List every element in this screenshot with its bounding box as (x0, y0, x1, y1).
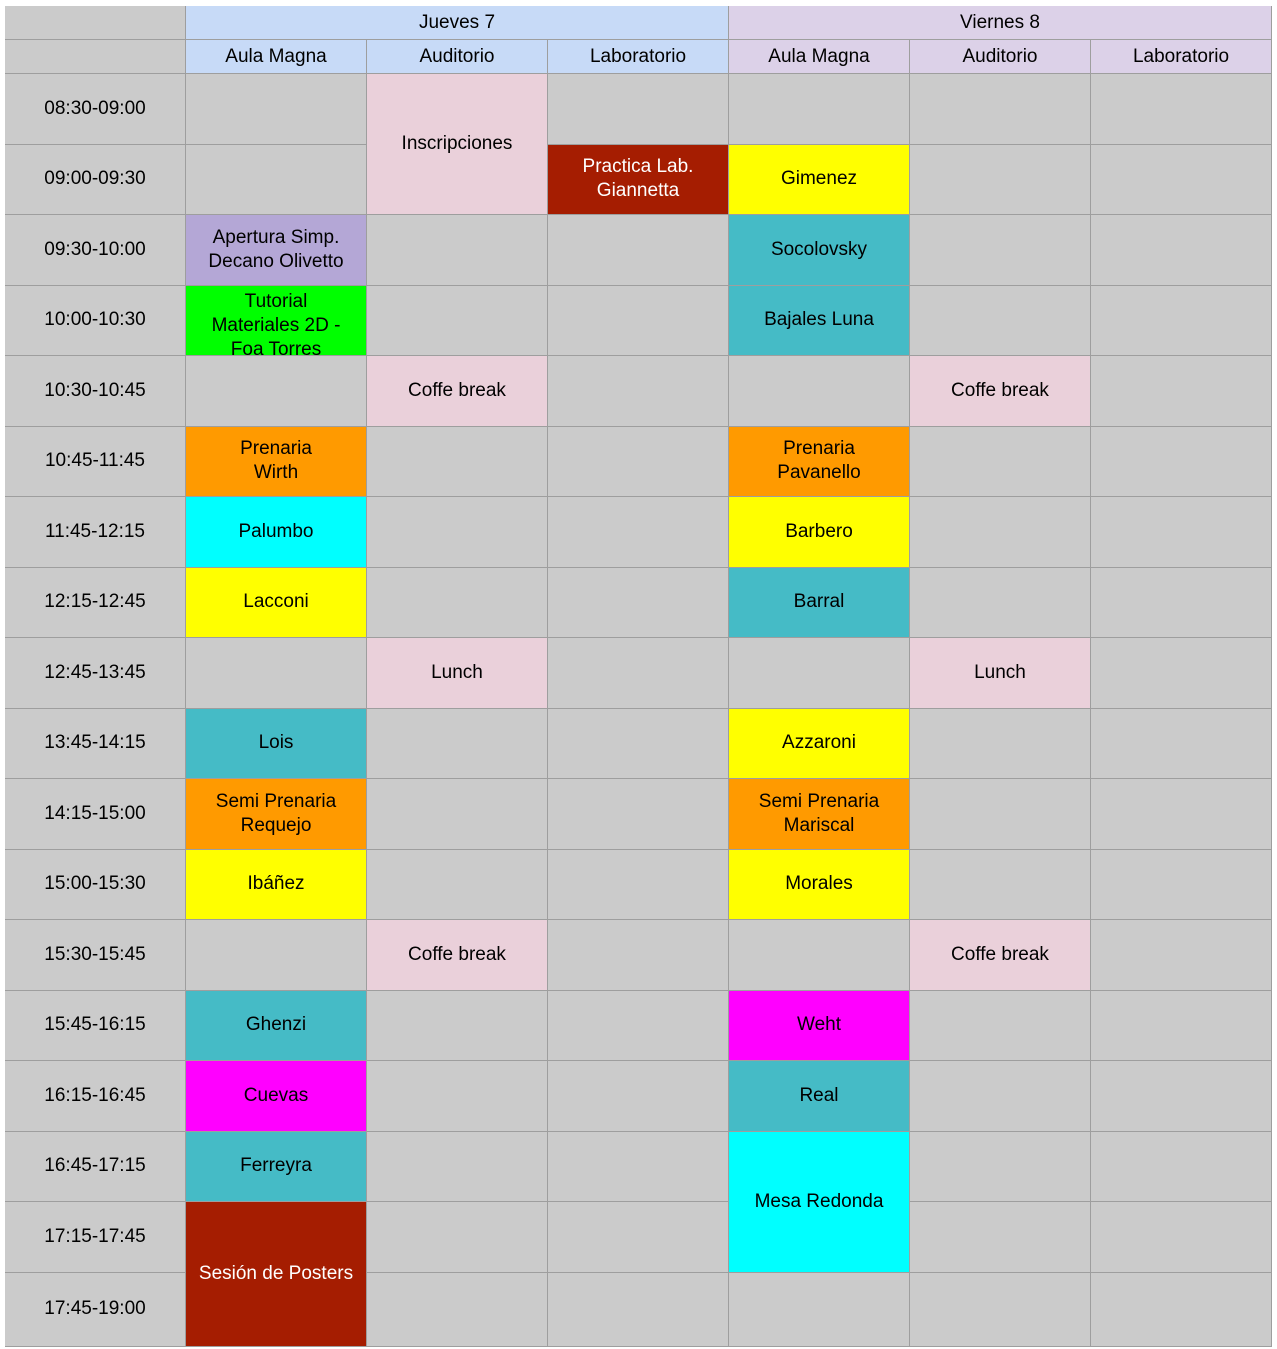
empty-slot (1091, 427, 1272, 498)
empty-slot (548, 850, 729, 921)
event-label: Materiales 2D - (211, 314, 341, 336)
empty-slot (1091, 1061, 1272, 1132)
event-label: Coffe break (951, 943, 1049, 965)
empty-slot (548, 497, 729, 568)
empty-slot (1091, 991, 1272, 1062)
event-label: Barbero (785, 520, 853, 542)
time-label: 09:30-10:00 (5, 215, 186, 286)
empty-slot (1091, 497, 1272, 568)
event-cell (910, 638, 1091, 709)
time-label: 15:00-15:30 (5, 850, 186, 921)
empty-slot (729, 920, 910, 991)
event-label: Barral (793, 591, 845, 613)
empty-slot (367, 1132, 548, 1203)
event-label: Ferreyra (240, 1155, 312, 1177)
event-label: Palumbo (238, 520, 314, 542)
event-label: Lacconi (243, 591, 309, 613)
time-label: 17:15-17:45 (5, 1202, 186, 1273)
event-label: Practica Lab. (582, 156, 694, 178)
event-label: Sesión de Posters (198, 1263, 354, 1284)
event-cell (729, 1132, 910, 1273)
event-label: Lunch (431, 661, 483, 683)
event-label: Coffe break (408, 379, 506, 401)
event-label: Morales (785, 873, 853, 895)
event-label: Mesa Redonda (754, 1190, 884, 1212)
empty-slot (1091, 356, 1272, 427)
corner-cell (5, 40, 186, 74)
time-label: 10:30-10:45 (5, 356, 186, 427)
event-label: Lunch (974, 661, 1026, 683)
empty-slot (548, 1132, 729, 1203)
time-label: 14:15-15:00 (5, 779, 186, 850)
event-label: Prenaria (783, 438, 855, 460)
empty-slot (910, 497, 1091, 568)
event-cell (729, 1061, 910, 1132)
event-cell (186, 1061, 367, 1132)
empty-slot (367, 1202, 548, 1273)
empty-slot (548, 779, 729, 850)
empty-slot (548, 709, 729, 780)
empty-slot (367, 991, 548, 1062)
empty-slot (729, 1273, 910, 1348)
empty-slot (548, 920, 729, 991)
empty-slot (367, 215, 548, 286)
time-label: 17:45-19:00 (5, 1273, 186, 1348)
empty-slot (186, 638, 367, 709)
empty-slot (1091, 568, 1272, 639)
empty-slot (548, 1061, 729, 1132)
empty-slot (1091, 1202, 1272, 1273)
empty-slot (186, 920, 367, 991)
event-cell (729, 286, 910, 357)
empty-slot (548, 568, 729, 639)
time-label: 08:30-09:00 (5, 74, 186, 145)
empty-slot (548, 1273, 729, 1348)
empty-slot (910, 145, 1091, 216)
empty-slot (548, 1202, 729, 1273)
empty-slot (910, 1061, 1091, 1132)
event-cell (186, 709, 367, 780)
room-header: Auditorio (367, 40, 548, 74)
event-cell (729, 145, 910, 216)
empty-slot (186, 356, 367, 427)
event-label: Real (799, 1084, 839, 1106)
event-label: Inscripciones (401, 133, 513, 154)
empty-slot (910, 215, 1091, 286)
event-cell (729, 850, 910, 921)
event-cell (186, 497, 367, 568)
empty-slot (367, 1061, 548, 1132)
event-cell (367, 356, 548, 427)
time-label: 16:15-16:45 (5, 1061, 186, 1132)
empty-slot (910, 74, 1091, 145)
empty-slot (910, 709, 1091, 780)
event-label: Lois (258, 732, 294, 754)
empty-slot (1091, 215, 1272, 286)
time-label: 10:00-10:30 (5, 286, 186, 357)
event-label: Mariscal (783, 814, 855, 836)
event-label: Apertura Simp. (212, 226, 340, 248)
event-label: Coffe break (951, 379, 1049, 401)
empty-slot (367, 709, 548, 780)
time-label: 12:45-13:45 (5, 638, 186, 709)
event-cell (729, 709, 910, 780)
event-cell (186, 215, 367, 286)
event-cell (186, 286, 367, 357)
empty-slot (910, 779, 1091, 850)
event-cell (186, 991, 367, 1062)
day-header: Jueves 7 (186, 6, 729, 40)
event-cell (729, 568, 910, 639)
event-cell (186, 427, 367, 498)
empty-slot (729, 638, 910, 709)
empty-slot (548, 286, 729, 357)
event-label: Coffe break (408, 943, 506, 965)
event-cell (548, 145, 729, 216)
empty-slot (1091, 920, 1272, 991)
empty-slot (548, 991, 729, 1062)
time-label: 09:00-09:30 (5, 145, 186, 216)
empty-slot (910, 1273, 1091, 1348)
room-header: Aula Magna (186, 40, 367, 74)
corner-cell (5, 6, 186, 40)
event-cell (186, 1132, 367, 1203)
event-label: Pavanello (777, 462, 861, 484)
event-label: Wirth (253, 462, 299, 484)
empty-slot (367, 850, 548, 921)
event-label: Cuevas (243, 1084, 309, 1106)
event-label: Azzaroni (782, 732, 856, 754)
event-label: Giannetta (596, 180, 680, 202)
event-label: Ibáñez (247, 873, 305, 895)
empty-slot (1091, 709, 1272, 780)
time-label: 15:45-16:15 (5, 991, 186, 1062)
empty-slot (729, 356, 910, 427)
event-label: Semi Prenaria (758, 790, 880, 812)
empty-slot (910, 427, 1091, 498)
time-label: 13:45-14:15 (5, 709, 186, 780)
empty-slot (1091, 145, 1272, 216)
empty-slot (548, 74, 729, 145)
event-label: Foa Torres (230, 338, 322, 356)
empty-slot (1091, 779, 1272, 850)
empty-slot (367, 427, 548, 498)
empty-slot (1091, 1273, 1272, 1348)
room-header: Aula Magna (729, 40, 910, 74)
event-label: Requejo (240, 814, 312, 836)
empty-slot (186, 145, 367, 216)
empty-slot (1091, 638, 1272, 709)
event-label: Bajales Luna (764, 309, 874, 331)
event-label: Ghenzi (245, 1014, 307, 1036)
time-label: 15:30-15:45 (5, 920, 186, 991)
empty-slot (910, 1132, 1091, 1203)
empty-slot (910, 286, 1091, 357)
empty-slot (367, 497, 548, 568)
time-label: 10:45-11:45 (5, 427, 186, 498)
empty-slot (367, 1273, 548, 1348)
empty-slot (548, 356, 729, 427)
empty-slot (548, 638, 729, 709)
empty-slot (186, 74, 367, 145)
day-header: Viernes 8 (729, 6, 1272, 40)
empty-slot (729, 74, 910, 145)
room-header: Auditorio (910, 40, 1091, 74)
event-cell (729, 991, 910, 1062)
event-cell (910, 356, 1091, 427)
event-cell (910, 920, 1091, 991)
event-label: Semi Prenaria (215, 790, 337, 812)
event-label: Gimenez (780, 168, 858, 190)
event-label: Socolovsky (770, 238, 868, 260)
event-cell (729, 215, 910, 286)
time-label: 12:15-12:45 (5, 568, 186, 639)
event-label: Prenaria (240, 438, 312, 460)
event-cell (367, 920, 548, 991)
empty-slot (1091, 74, 1272, 145)
empty-slot (910, 568, 1091, 639)
event-cell (367, 638, 548, 709)
event-label: Tutorial (244, 290, 308, 312)
empty-slot (1091, 286, 1272, 357)
time-label: 16:45-17:15 (5, 1132, 186, 1203)
empty-slot (548, 215, 729, 286)
event-cell (729, 779, 910, 850)
empty-slot (910, 991, 1091, 1062)
empty-slot (367, 286, 548, 357)
event-cell (729, 427, 910, 498)
room-header: Laboratorio (548, 40, 729, 74)
time-label: 11:45-12:15 (5, 497, 186, 568)
event-label: Decano Olivetto (208, 250, 344, 272)
event-cell (186, 568, 367, 639)
event-cell (367, 74, 548, 215)
schedule-grid (5, 6, 1272, 1347)
empty-slot (548, 427, 729, 498)
event-cell (186, 779, 367, 850)
empty-slot (367, 568, 548, 639)
empty-slot (1091, 850, 1272, 921)
event-cell (186, 850, 367, 921)
event-cell (186, 1202, 367, 1347)
room-header: Laboratorio (1091, 40, 1272, 74)
event-label: Weht (796, 1014, 841, 1036)
empty-slot (910, 850, 1091, 921)
empty-slot (910, 1202, 1091, 1273)
empty-slot (367, 779, 548, 850)
event-cell (729, 497, 910, 568)
empty-slot (1091, 1132, 1272, 1203)
